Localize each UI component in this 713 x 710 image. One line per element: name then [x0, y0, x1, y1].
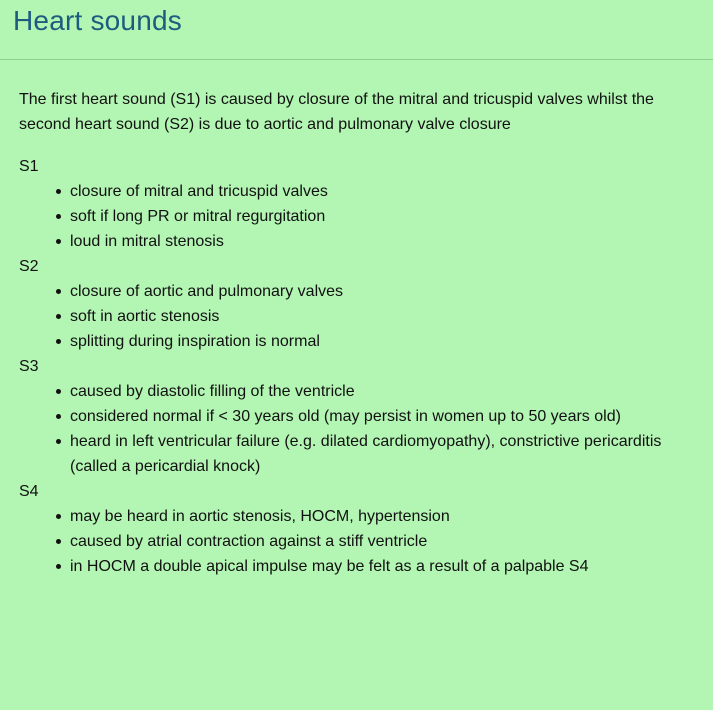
list-item: heard in left ventricular failure (e.g. dilated cardiomyopathy), constrictive pericarditis (called a pericardial knock) [70, 429, 699, 479]
article-body [0, 60, 713, 579]
s2-bullet-list [19, 279, 699, 354]
list-item: soft in aortic stenosis [70, 304, 699, 329]
list-item: considered normal if < 30 years old (may persist in women up to 50 years old) [70, 404, 699, 429]
section-s3 [19, 354, 699, 479]
intro-paragraph: The first heart sound (S1) is caused by closure of the mitral and tricuspid valves whilst the second heart sound (S2) is due to aortic and pulmonary valve closure [19, 91, 654, 133]
section-label-s2: S2 [19, 258, 39, 275]
page-title: Heart sounds [13, 5, 182, 36]
list-item: closure of mitral and tricuspid valves [70, 179, 699, 204]
s4-bullet-list [19, 504, 699, 579]
list-item: soft if long PR or mitral regurgitation [70, 204, 699, 229]
s3-bullet-list [19, 379, 699, 479]
list-item: caused by atrial contraction against a stiff ventricle [70, 529, 699, 554]
list-item: caused by diastolic filling of the ventricle [70, 379, 699, 404]
page-header [0, 0, 713, 60]
section-s2 [19, 254, 699, 354]
list-item: in HOCM a double apical impulse may be felt as a result of a palpable S4 [70, 554, 699, 579]
section-s4 [19, 479, 699, 579]
section-label-s1: S1 [19, 158, 39, 175]
list-item: loud in mitral stenosis [70, 229, 699, 254]
s1-bullet-list [19, 179, 699, 254]
section-label-s3: S3 [19, 358, 39, 375]
list-item: may be heard in aortic stenosis, HOCM, hypertension [70, 504, 699, 529]
list-item: closure of aortic and pulmonary valves [70, 279, 699, 304]
section-label-s4: S4 [19, 483, 39, 500]
section-s1 [19, 154, 699, 254]
list-item: splitting during inspiration is normal [70, 329, 699, 354]
